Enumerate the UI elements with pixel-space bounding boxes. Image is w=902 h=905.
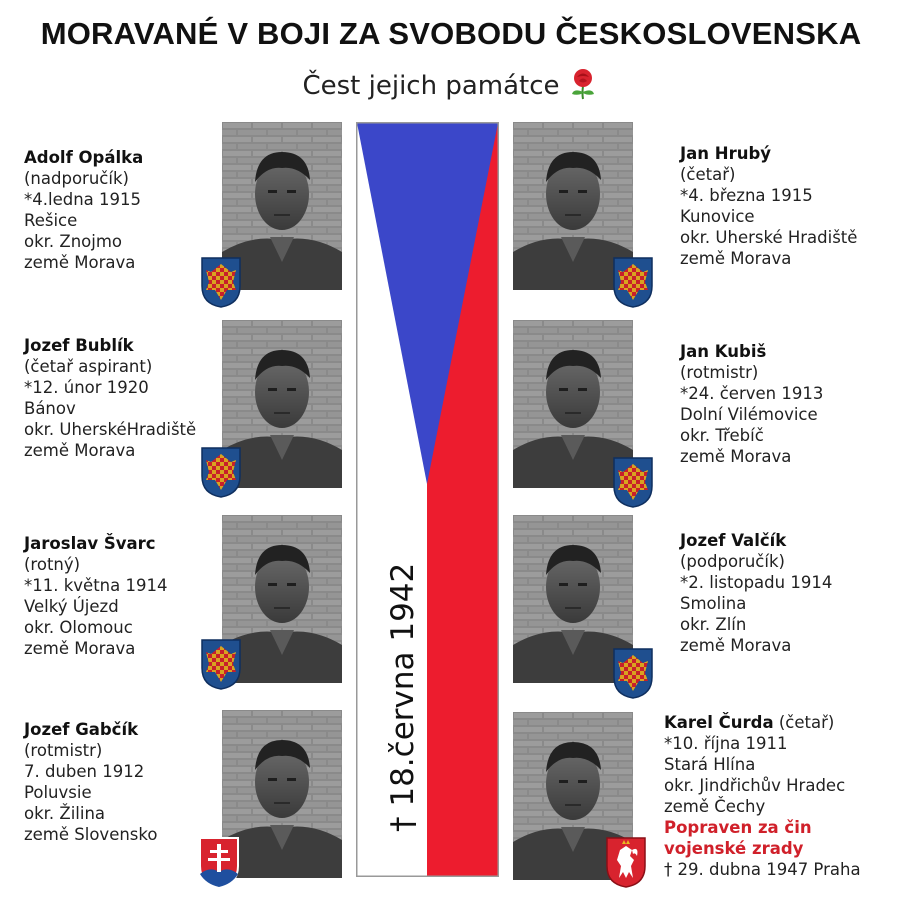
- person-born: *2. listopadu 1914: [680, 573, 833, 592]
- person-name: Adolf Opálka: [24, 148, 144, 167]
- person-place: Poluvsie: [24, 783, 92, 802]
- person-place: Rešice: [24, 211, 78, 230]
- person-death: † 29. dubna 1947 Praha: [664, 860, 861, 879]
- date-label: † 18.června 1942: [385, 562, 421, 832]
- person-district: okr. UherskéHradiště: [24, 420, 197, 439]
- person-name: Jozef Bublík: [24, 336, 134, 355]
- person-born: *10. října 1911: [664, 734, 788, 753]
- page-title: MORAVANÉ V BOJI ZA SVOBODU ČESKOSLOVENSKA: [40, 16, 862, 51]
- person-land: země Morava: [24, 639, 136, 658]
- bio-left-4: [24, 719, 157, 845]
- person-district: okr. Olomouc: [24, 618, 133, 637]
- person-place: Smolina: [680, 594, 747, 613]
- person-rank: (četař aspirant): [24, 357, 153, 376]
- person-name-line: [664, 712, 896, 733]
- person-rank: (podporučík): [680, 552, 785, 571]
- person-born: *12. únor 1920: [24, 378, 149, 397]
- moravian-eagle-icon: [612, 456, 654, 508]
- bio-left-3: [24, 533, 167, 659]
- person-land: země Morava: [24, 441, 136, 460]
- moravian-eagle-icon: [200, 256, 242, 308]
- bio-left-2: [24, 335, 196, 461]
- bohemian-lion-icon: [605, 836, 647, 888]
- portrait-photo: [222, 710, 342, 878]
- person-name: Jozef Valčík: [680, 531, 787, 550]
- person-land: země Čechy: [664, 797, 766, 816]
- person-place: Bánov: [24, 399, 76, 418]
- person-land: země Morava: [680, 249, 792, 268]
- person-rank: (četař): [778, 713, 835, 732]
- slovak-cross-icon: [198, 836, 240, 888]
- person-name: Karel Čurda: [664, 713, 774, 732]
- person-rank: (rotmistr): [24, 741, 103, 760]
- person-name: Jan Hrubý: [680, 144, 772, 163]
- person-place: Stará Hlína: [664, 755, 756, 774]
- moravian-eagle-icon: [612, 647, 654, 699]
- person-land: země Morava: [24, 253, 136, 272]
- person-born: *24. červen 1913: [680, 384, 824, 403]
- person-district: okr. Znojmo: [24, 232, 123, 251]
- rose-icon: [566, 66, 600, 107]
- bio-right-2: [680, 341, 823, 467]
- moravian-eagle-icon: [200, 446, 242, 498]
- person-name: Jozef Gabčík: [24, 720, 139, 739]
- person-rank: (četař): [680, 165, 736, 184]
- bio-right-4: [664, 712, 896, 880]
- person-land: země Morava: [680, 447, 792, 466]
- person-land: země Morava: [680, 636, 792, 655]
- bio-right-3: [680, 530, 832, 656]
- person-born: *4.ledna 1915: [24, 190, 142, 209]
- person-land: země Slovensko: [24, 825, 158, 844]
- person-rank: (rotmistr): [680, 363, 759, 382]
- person-district: okr. Zlín: [680, 615, 747, 634]
- subtitle-text: Čest jejich památce: [302, 71, 560, 101]
- person-born: 7. duben 1912: [24, 762, 145, 781]
- moravian-eagle-icon: [612, 256, 654, 308]
- person-place: Velký Újezd: [24, 597, 119, 616]
- person-district: okr. Uherské Hradiště: [680, 228, 858, 247]
- moravian-eagle-icon: [200, 638, 242, 690]
- person-district: okr. Žilina: [24, 804, 106, 823]
- execution-note: Popraven za čin vojenské zrady: [664, 818, 812, 858]
- page-subtitle: [0, 66, 902, 107]
- person-name: Jan Kubiš: [680, 342, 767, 361]
- person-born: *11. května 1914: [24, 576, 168, 595]
- person-rank: (nadporučík): [24, 169, 129, 188]
- person-name: Jaroslav Švarc: [24, 534, 156, 553]
- czechoslovak-flag: [356, 122, 499, 877]
- person-place: Dolní Vilémovice: [680, 405, 818, 424]
- person-district: okr. Třebíč: [680, 426, 764, 445]
- person-born: *4. března 1915: [680, 186, 813, 205]
- person-rank: (rotný): [24, 555, 81, 574]
- person-district: okr. Jindřichův Hradec: [664, 776, 846, 795]
- person-place: Kunovice: [680, 207, 755, 226]
- bio-left-1: [24, 147, 143, 273]
- bio-right-1: [680, 143, 857, 269]
